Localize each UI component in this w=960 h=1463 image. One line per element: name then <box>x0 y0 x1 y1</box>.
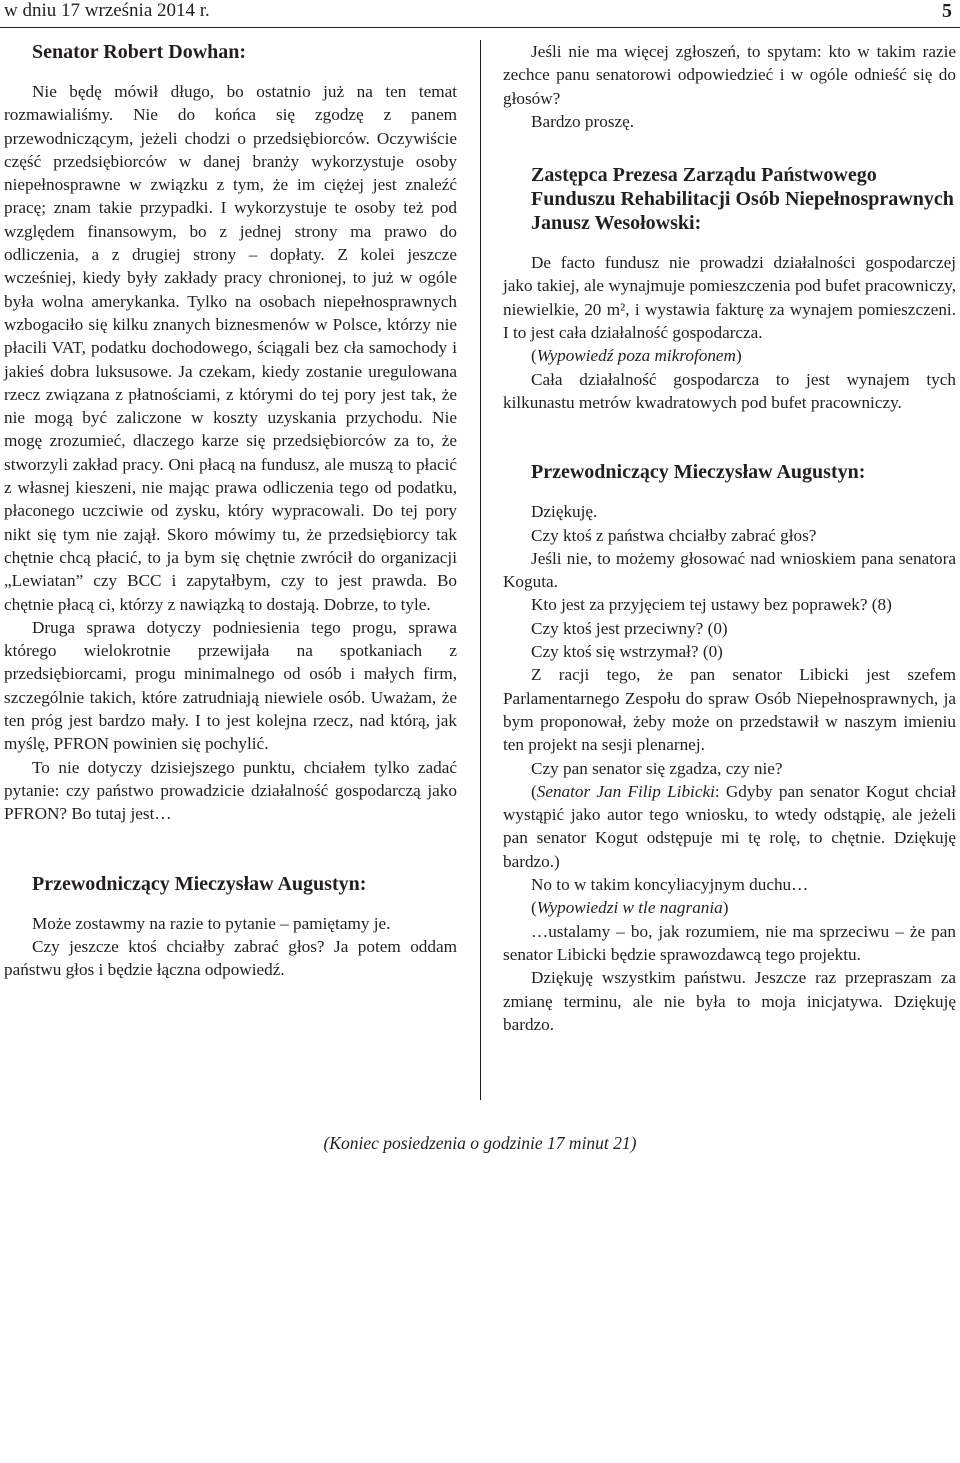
augustyn-paragraph: Czy jeszcze ktoś chciałby zabrać głos? Ja potem oddam państwu głos i będzie łączna odpowiedź. <box>4 936 457 980</box>
page-number: 5 <box>942 0 952 22</box>
stage-note: (Wypowiedzi w tle nagrania) <box>531 898 729 918</box>
augustyn-paragraph: Czy pan senator się zgadza, czy nie? <box>531 758 783 778</box>
speaker-heading-augustyn-2: Przewodniczący Mieczysław Augustyn: <box>531 461 866 484</box>
speaker-heading-wesolowski: Zastępca Prezesa Zarządu Państwowego Funduszu Rehabilitacji Osób Niepełnosprawnych Janusz Wesołowski: <box>531 164 954 235</box>
augustyn-paragraph: Może zostawmy na razie to pytanie – pamiętamy je. <box>32 913 391 933</box>
augustyn-paragraph: Dziękuję wszystkim państwu. Jeszcze raz przepraszam za zmianę terminu, ale nie była to moja inicjatywa. Dziękuję bardzo. <box>503 968 956 1034</box>
dowhan-paragraph: Nie będę mówił długo, bo ostatnio już na ten temat rozmawialiśmy. Nie do końca się zgodzę z panem przewodniczącym, jeżeli chodzi o przedsiębiorców. Oczywiście część przedsiębiorców w danej branży wykorzystuje osoby niepełnosprawne w związku z tym, że im ciężej jest znaleźć pracę; znam takie przypadki. I wykorzystuje te osoby też pod względem finansowym, bo z jednej strony ma prawo do odliczenia, a z drugiej strony – dopłaty. Z kolei jeszcze wcześniej, kiedy były zakłady pracy chronionej, to już w ogóle była wolna amerykanka. Tylko na osobach niepełnosprawnych wzbogaciło się kilku znanych biznesmenów w Polsce, którzy nie płacili VAT, podatku dochodowego, ściągali bez cła samochody i jakieś dobra luksusowe. Ja czekam, kiedy zostanie uregulowana rzecz związana z płatnościami, z którymi do tej pory jest tak, że nie mogą być zaliczone w koszty uzyskania przychodu. Nie mogę zrozumieć, dlaczego karze się przedsiębiorców za to, że stworzyli zakład pracy. Oni płacą na fundusz, ale muszą to płacić z własnej kieszeni, nie mając prawa odliczenia tego od podatku, płaconego uczciwie od zysku, który wypracowali. Do tej pory nikt się tym nie zajął. Skoro mówimy tu, że przedsiębiorcy tak chętnie chcą płacić, to ja bym się chętnie zwrócił do organizacji „Lewiatan” czy BCC i zapytałbym, czy to jest prawda. Bo chętnie płacą ci, którzy z nawiązką to dostają. Dobrze, to tyle. <box>4 82 457 614</box>
stage-note-text: Wypowiedzi w tle nagrania <box>536 898 723 918</box>
libicki-name: Senator Jan Filip Libicki <box>536 781 715 801</box>
stage-note-text: Wypowiedź poza mikrofonem <box>536 346 736 366</box>
intro-paragraph: Bardzo proszę. <box>531 111 635 131</box>
augustyn-paragraph: No to w takim koncyliacyjnym duchu… <box>531 875 809 895</box>
closing-note: (Koniec posiedzenia o godzinie 17 minut 21) <box>323 1133 637 1153</box>
left-column <box>4 40 457 981</box>
augustyn-paragraph: Kto jest za przyjęciem tej ustawy bez poprawek? (8) <box>531 595 892 615</box>
speaker-heading-dowhan: Senator Robert Dowhan: <box>32 41 247 63</box>
intro-paragraph: Jeśli nie ma więcej zgłoszeń, to spytam: kto w takim razie zechce panu senatorowi odpowiedzieć i w ogóle odnieść się do głosów? <box>503 42 956 108</box>
wesolowski-paragraph: De facto fundusz nie prowadzi działalności gospodarczej jako takiej, ale wynajmuje pomieszczenia pod bufet pracowniczy, niewielkie, 20 m², i wystawia fakturę za wynajem pomieszczeni. I to jest cała działalność gospodarcza. <box>503 253 956 343</box>
augustyn-paragraph: Jeśli nie, to możemy głosować nad wnioskiem pana senatora Koguta. <box>503 548 956 592</box>
column-divider <box>480 40 481 1100</box>
augustyn-paragraph: Dziękuję. <box>531 502 598 522</box>
libicki-text: : Gdyby pan senator Kogut chciał wystąpić jako autor tego wniosku, to wtedy odstąpię, ale jeżeli pan senator Kogut odstępuje mi tę rolę, to chętnie. Dziękuję bardzo.) <box>503 781 956 871</box>
augustyn-paragraph: Z racji tego, że pan senator Libicki jest szefem Parlamentarnego Zespołu do spraw Osób Niepełnosprawnych, ja bym proponował, żeby może on przedstawił w naszym imieniu ten projekt na sesji plenarnej. <box>503 665 956 755</box>
wesolowski-paragraph: Cała działalność gospodarcza to jest wynajem tych kilkunastu metrów kwadratowych pod bufet pracowniczy. <box>503 369 956 412</box>
stage-note: (Wypowiedź poza mikrofonem) <box>531 346 742 366</box>
dowhan-paragraph: Druga sprawa dotyczy podniesienia tego progu, sprawa którego wielokrotnie przewijała na spotkaniach z przedsiębiorcami, progu minimalnego od osób i małych firm, szczególnie takich, które zatrudniają niewiele osób. Uważam, że ten próg jest bardzo mały. I to jest kolejna rzecz, nad którą, jak myślę, PFRON powinien się pochylić. <box>4 617 457 754</box>
page-header <box>0 0 960 24</box>
libicki-interjection: (Senator Jan Filip Libicki: Gdyby pan senator Kogut chciał wystąpić jako autor tego wniosku, to wtedy odstąpię, ale jeżeli pan senator Kogut odstępuje mi tę rolę, to chętnie. Dziękuję bardzo.) <box>503 781 956 871</box>
augustyn-paragraph: …ustalamy – bo, jak rozumiem, nie ma sprzeciwu – że pan senator Libicki będzie sprawozdawcą tego projektu. <box>503 921 956 964</box>
dowhan-paragraph: To nie dotyczy dzisiejszego punktu, chciałem tylko zadać pytanie: czy państwo prowadzicie działalność gospodarczą jako PFRON? Bo tutaj jest… <box>4 757 457 824</box>
header-rule <box>0 27 960 28</box>
augustyn-paragraph: Czy ktoś się wstrzymał? (0) <box>531 642 723 662</box>
augustyn-paragraph: Czy ktoś z państwa chciałby zabrać głos? <box>531 525 817 545</box>
speaker-heading-augustyn: Przewodniczący Mieczysław Augustyn: <box>32 872 367 895</box>
session-date: w dniu 17 września 2014 r. <box>4 0 210 21</box>
right-column <box>503 40 956 1036</box>
augustyn-paragraph: Czy ktoś jest przeciwny? (0) <box>531 618 728 638</box>
